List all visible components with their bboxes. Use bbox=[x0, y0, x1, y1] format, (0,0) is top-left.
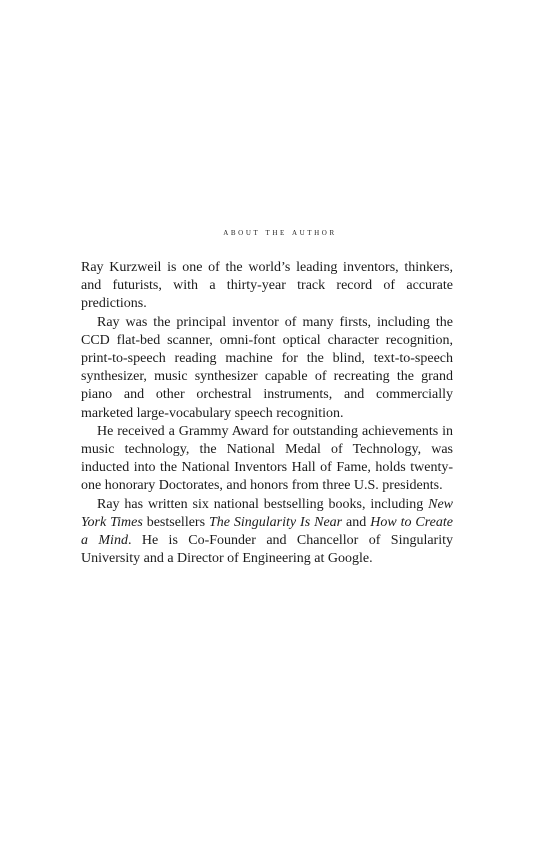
publication-title: New York Times bbox=[81, 496, 453, 530]
bio-paragraph-4 bbox=[81, 496, 453, 569]
author-bio bbox=[81, 259, 453, 568]
section-heading: about the author bbox=[223, 227, 337, 238]
bio-text: . He is Co-Founder and Chancellor of Singularity University and a Director of Engineering at Google. bbox=[81, 533, 454, 567]
book-title: How to Create a Mind bbox=[81, 514, 453, 549]
bio-text: Ray has written six national bestselling books, including bbox=[97, 496, 429, 512]
bio-paragraph-3: He received a Grammy Award for outstanding achievements in music technology, the National Medal of Technology, was inducted into the National Inventors Hall of Fame, holds twenty-one honorary Doctorates, and honors from three U.S. presidents. bbox=[81, 423, 453, 494]
book-title: The Singularity Is Near bbox=[208, 514, 343, 530]
bio-text: bestsellers bbox=[142, 514, 209, 530]
bio-paragraph-2: Ray was the principal inventor of many firsts, including the CCD flat-bed scanner, omni-font optical character recognition, print-to-speech reading machine for the blind, text-to-speech synthesizer, music synthesizer capable of recreating the grand piano and other orchestral instruments, and commercially marketed large-vocabulary speech recognition. bbox=[81, 314, 453, 421]
bio-paragraph-1: Ray Kurzweil is one of the world’s leading inventors, thinkers, and futurists, with a thirty-year track record of accurate predictions. bbox=[81, 260, 453, 312]
bio-text: and bbox=[342, 514, 371, 530]
